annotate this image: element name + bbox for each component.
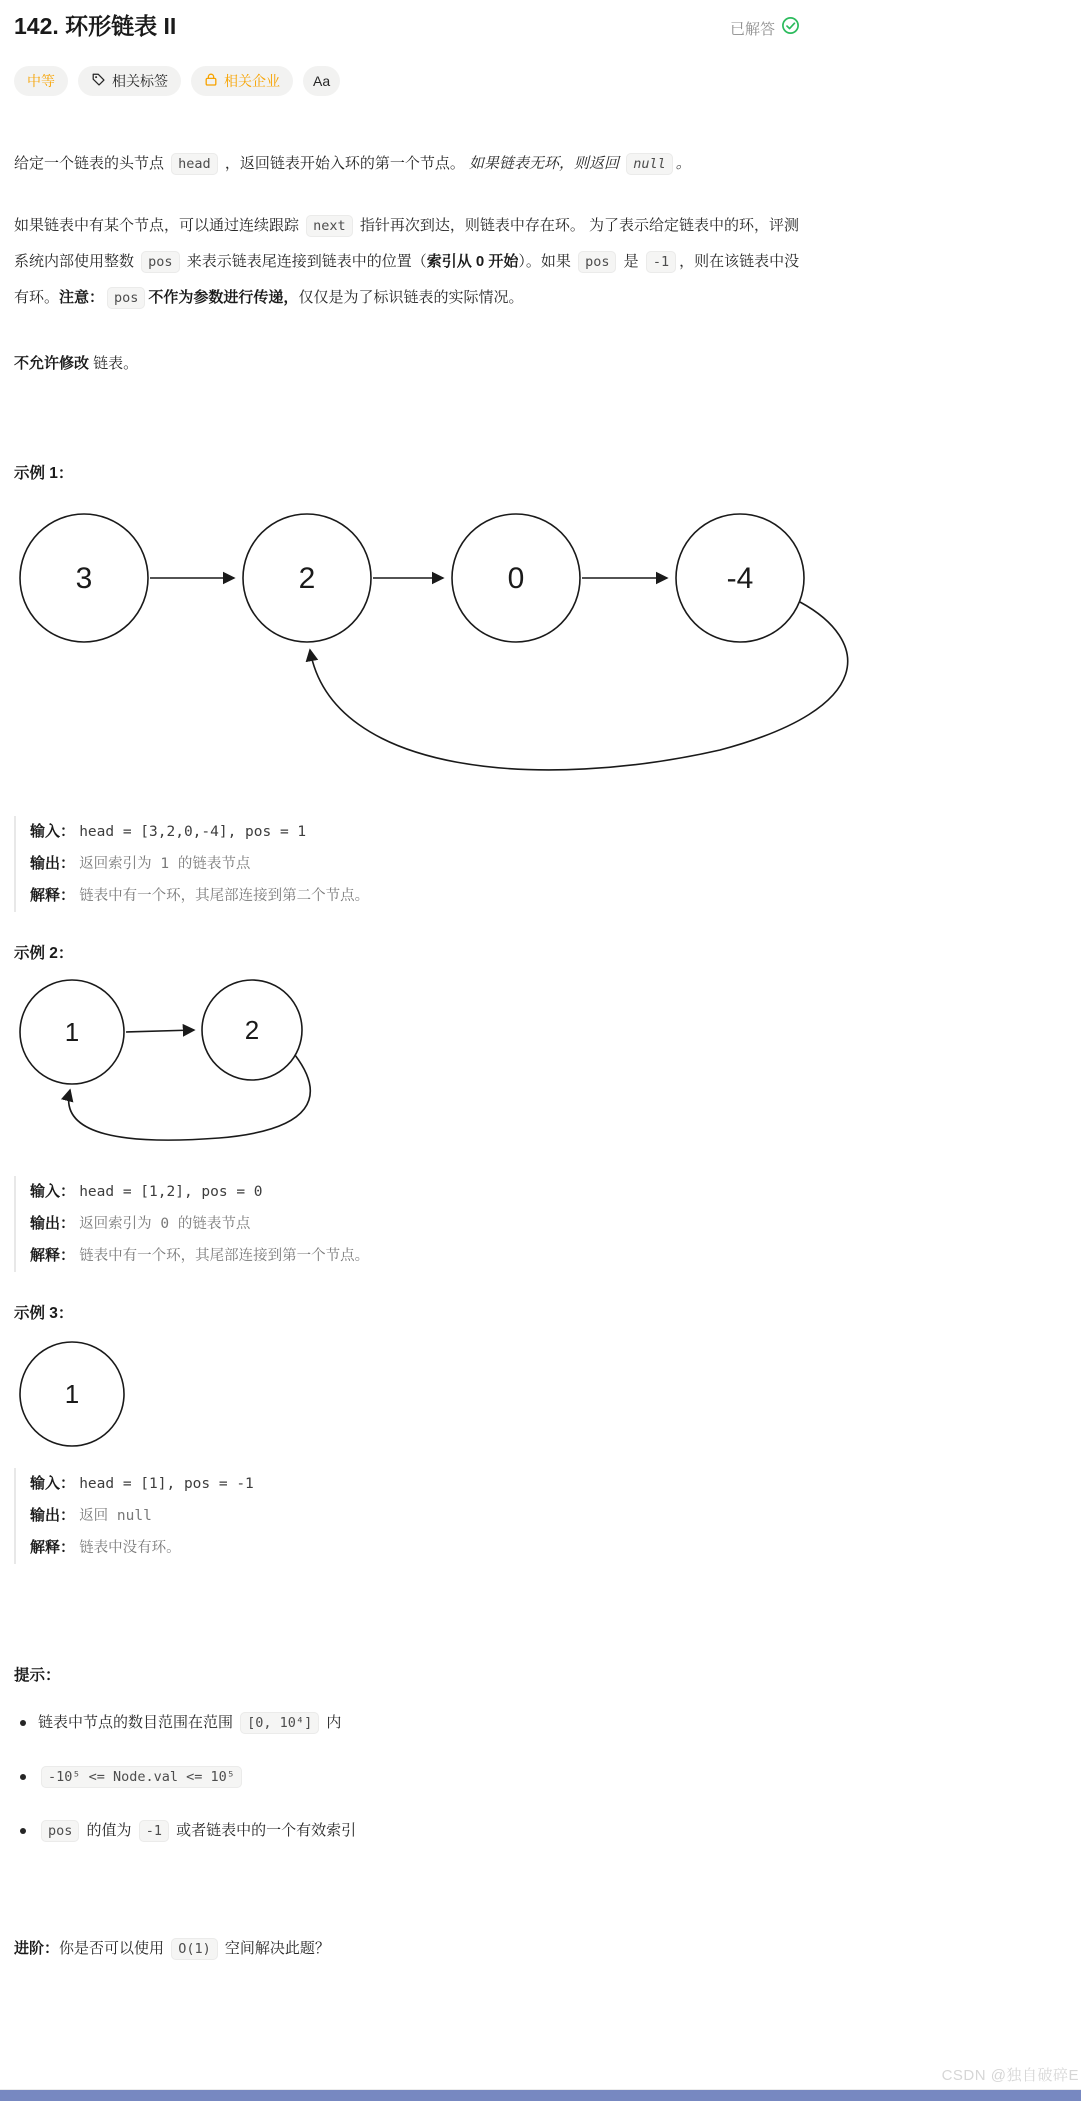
input-label: 输入： — [30, 1475, 76, 1492]
node-value: 1 — [64, 1379, 80, 1409]
example-2-heading: 示例 2： — [14, 945, 74, 962]
desc-bold-text: 注意： — [59, 289, 105, 306]
output-value: 返回 null — [79, 1508, 152, 1524]
hint-item — [14, 1710, 800, 1736]
hint-text: 的值为 — [82, 1822, 136, 1839]
desc-italic — [469, 155, 691, 172]
desc-bold-text: 不作为参数进行传递， — [148, 289, 299, 306]
hint-item — [14, 1764, 800, 1790]
output-value: 返回索引为 0 的链表节点 — [79, 1216, 251, 1232]
hints-heading: 提示： — [14, 1667, 61, 1684]
bottom-scrollbar[interactable] — [0, 2090, 1081, 2101]
hint-text: 链表中节点的数目范围在范围 — [38, 1714, 238, 1731]
example-1-io — [14, 816, 800, 912]
related-tags-button[interactable] — [78, 66, 181, 96]
linked-list-diagram-example-1 — [14, 498, 874, 798]
cycle-arrow — [310, 602, 848, 770]
example-3-io — [14, 1468, 800, 1564]
input-label: 输入： — [30, 823, 76, 840]
output-label: 输出： — [30, 855, 76, 872]
node-value: 1 — [64, 1017, 80, 1047]
desc-text: 如果链表无环，则返回 — [469, 155, 624, 172]
example-1-heading: 示例 1： — [14, 465, 74, 482]
tags-row — [14, 66, 800, 96]
explanation-value: 链表中有一个环，其尾部连接到第一个节点。 — [79, 1248, 370, 1264]
example-explanation-row — [30, 1532, 800, 1564]
desc-text: ）。如果 — [518, 253, 576, 270]
explanation-value: 链表中没有环。 — [79, 1540, 181, 1556]
desc-text: 是 — [619, 253, 643, 270]
pointer-arrow — [126, 1030, 194, 1032]
font-size-button[interactable] — [303, 66, 340, 96]
header — [14, 10, 800, 42]
follow-up-text: 你是否可以使用 — [59, 1940, 169, 1957]
code-next: next — [306, 215, 353, 237]
description-paragraph-1 — [14, 146, 800, 182]
description-paragraph-2 — [14, 208, 800, 316]
code-neg1: -1 — [139, 1820, 169, 1842]
hint-item — [14, 1818, 800, 1844]
desc-text: ，则在该链表中没有环。 — [14, 253, 800, 306]
related-companies-label: 相关企业 — [224, 73, 280, 89]
example-output-row — [30, 848, 800, 880]
example-2-io — [14, 1176, 800, 1272]
output-label: 输出： — [30, 1507, 76, 1524]
solved-status — [730, 16, 800, 40]
description-paragraph-3 — [14, 346, 800, 382]
input-value: head = [1,2], pos = 0 — [79, 1184, 263, 1200]
input-label: 输入： — [30, 1183, 76, 1200]
code-neg1: -1 — [646, 251, 676, 273]
desc-text: 仅仅是为了标识链表的实际情况。 — [298, 289, 524, 306]
cycle-arrow — [69, 1055, 311, 1140]
code-head: head — [171, 153, 218, 175]
code-pos: pos — [141, 251, 179, 273]
linked-list-diagram-example-3 — [14, 1338, 214, 1450]
node-value: 2 — [244, 1015, 260, 1045]
explanation-label: 解释： — [30, 887, 76, 904]
output-label: 输出： — [30, 1215, 76, 1232]
code-null: null — [626, 153, 673, 175]
hint-text: 或者链表中的一个有效索引 — [172, 1822, 357, 1839]
desc-bold-text: 索引从 0 开始 — [426, 253, 519, 270]
linked-list-diagram-example-2 — [14, 978, 414, 1158]
code-pos: pos — [578, 251, 616, 273]
code-node-val-range: -10⁵ <= Node.val <= 10⁵ — [41, 1766, 242, 1788]
node-value: -4 — [726, 562, 754, 595]
follow-up — [14, 1936, 800, 1962]
example-explanation-row — [30, 880, 800, 912]
difficulty-badge[interactable]: 中等 — [14, 66, 68, 96]
problem-content — [0, 10, 800, 1962]
desc-text: ，返回链表开始入环的第一个节点。 — [220, 155, 470, 172]
lock-icon — [204, 72, 218, 90]
desc-text: 指针再次到达，则链表中存在环。 为了表示给定链表中的环，评测系统内部使用整数 — [14, 217, 800, 270]
code-o1: O(1) — [171, 1938, 218, 1960]
example-output-row — [30, 1500, 800, 1532]
node-value: 3 — [75, 562, 93, 595]
explanation-label: 解释： — [30, 1247, 76, 1264]
example-explanation-row — [30, 1240, 800, 1272]
explanation-value: 链表中有一个环，其尾部连接到第二个节点。 — [79, 888, 370, 904]
related-tags-label: 相关标签 — [112, 73, 168, 89]
tag-icon — [91, 72, 106, 90]
related-companies-button[interactable] — [191, 66, 293, 96]
code-range: [0, 10⁴] — [240, 1712, 319, 1734]
desc-bold-text: 不允许修改 — [14, 355, 90, 372]
hints-list — [14, 1710, 800, 1844]
solved-label: 已解答 — [729, 20, 775, 38]
code-pos: pos — [107, 287, 145, 309]
watermark: CSDN @独自破碎E — [941, 2067, 1079, 2084]
example-3-heading: 示例 3： — [14, 1305, 74, 1322]
example-input-row — [30, 1176, 800, 1208]
explanation-label: 解释： — [30, 1539, 76, 1556]
font-size-icon: Aa — [313, 73, 331, 89]
follow-up-text: 空间解决此题？ — [220, 1940, 330, 1957]
desc-text: 给定一个链表的头节点 — [14, 155, 169, 172]
hint-text: 内 — [322, 1714, 342, 1731]
input-value: head = [1], pos = -1 — [79, 1476, 254, 1492]
desc-text: 如果链表中有某个节点，可以通过连续跟踪 — [14, 217, 304, 234]
code-pos: pos — [41, 1820, 79, 1842]
example-input-row — [30, 1468, 800, 1500]
follow-up-label: 进阶： — [14, 1940, 60, 1957]
input-value: head = [3,2,0,-4], pos = 1 — [79, 824, 307, 840]
node-value: 2 — [298, 562, 316, 595]
solved-check-icon — [781, 16, 800, 40]
node-value: 0 — [507, 562, 525, 595]
page-title: 142. 环形链表 II — [14, 13, 177, 39]
output-value: 返回索引为 1 的链表节点 — [79, 856, 251, 872]
example-output-row — [30, 1208, 800, 1240]
desc-text: 来表示链表尾连接到链表中的位置（ — [182, 253, 427, 270]
desc-text: 链表。 — [89, 355, 139, 372]
example-input-row — [30, 816, 800, 848]
desc-text: 。 — [675, 155, 691, 172]
